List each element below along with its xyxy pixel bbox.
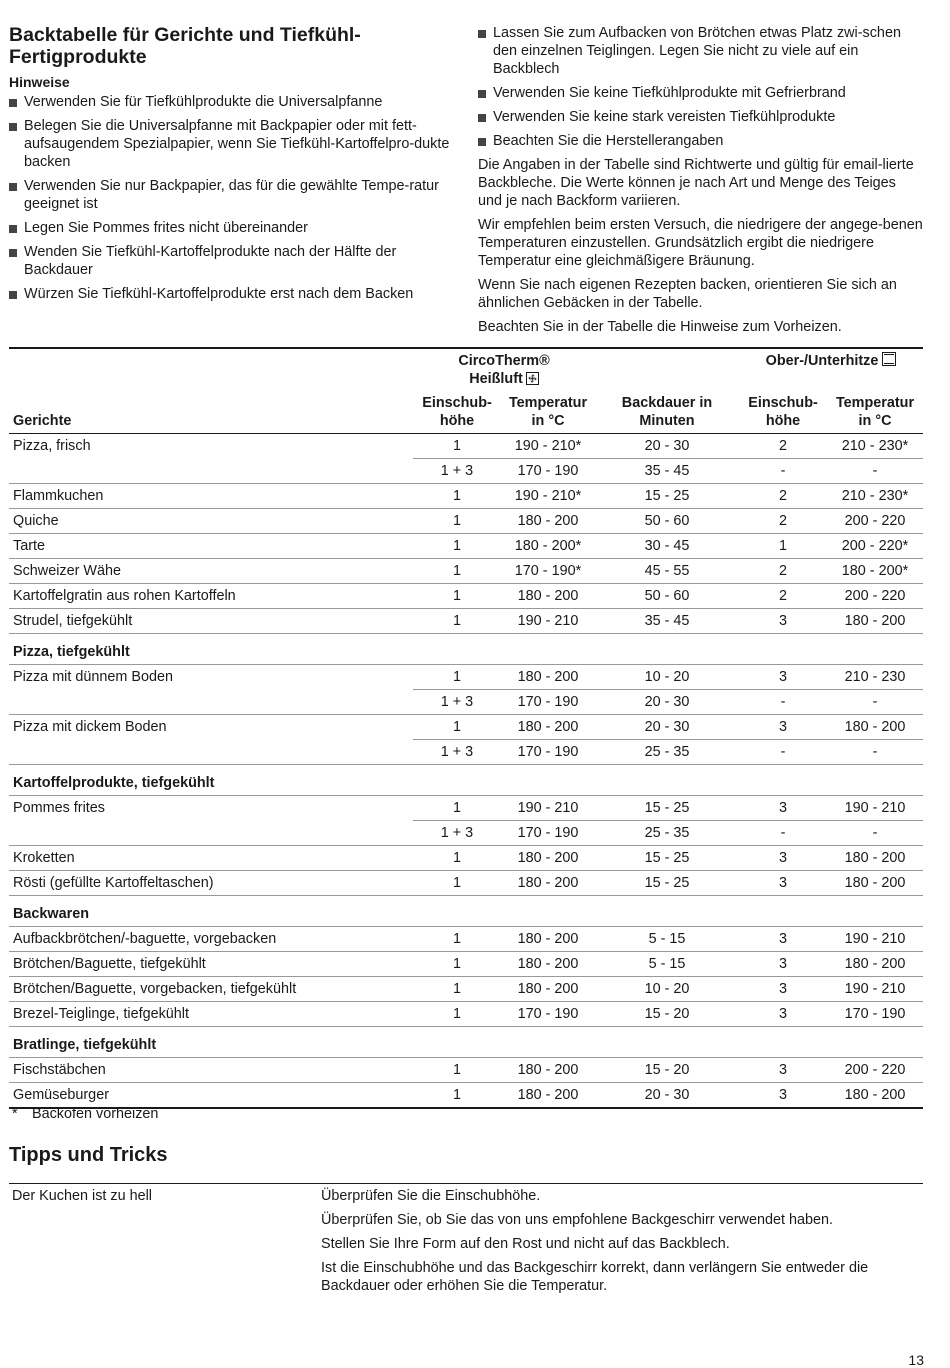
section-row xyxy=(9,634,923,665)
dish-name xyxy=(9,690,413,715)
hinweis-item: Verwenden Sie für Tiefkühlprodukte die Universalpfanne xyxy=(9,93,459,111)
temperatur-2-cell: 180 - 200* xyxy=(827,559,923,584)
backdauer-cell: 10 - 20 xyxy=(595,977,739,1002)
dish-name xyxy=(9,740,413,765)
circotherm-label: CircoTherm® xyxy=(458,353,550,369)
temperatur-cell: 180 - 200 xyxy=(501,952,595,977)
dish-name xyxy=(9,821,413,846)
temperatur-cell: 190 - 210* xyxy=(501,434,595,459)
col-einschub: Einschub-höhe xyxy=(413,391,501,434)
ober-unterhitze-label: Ober-/Unterhitze xyxy=(765,353,879,369)
dish-name: Pizza mit dickem Boden xyxy=(13,719,167,735)
temperatur-cell: 180 - 200 xyxy=(501,1058,595,1083)
page-number: 13 xyxy=(908,1352,924,1368)
temperatur-2-cell: 210 - 230 xyxy=(827,665,923,690)
hinweis-item: Verwenden Sie keine stark vereisten Tiefkühlprodukte xyxy=(478,108,923,126)
temperatur-2-cell: - xyxy=(827,821,923,846)
dish-name: Brötchen/Baguette, tiefgekühlt xyxy=(9,952,413,977)
temperatur-cell: 190 - 210* xyxy=(501,484,595,509)
einschub-cell: 1 xyxy=(413,665,501,690)
temperatur-cell: 170 - 190 xyxy=(501,459,595,484)
table-row xyxy=(9,584,923,609)
table-row xyxy=(9,821,923,846)
section-label: Pizza, tiefgekühlt xyxy=(9,634,923,665)
table-row xyxy=(9,665,923,690)
dish-name: Kroketten xyxy=(9,846,413,871)
temperatur-2-cell: 180 - 200 xyxy=(827,952,923,977)
header-spacer-2 xyxy=(595,348,739,391)
col-backdauer: Backdauer in Minuten xyxy=(595,391,739,434)
temperatur-2-cell: 180 - 200 xyxy=(827,609,923,634)
backdauer-cell: 15 - 25 xyxy=(595,871,739,896)
einschub-2-cell: 2 xyxy=(739,559,827,584)
einschub-2-cell: 3 xyxy=(739,1002,827,1027)
temperatur-cell: 180 - 200 xyxy=(501,715,595,740)
einschub-cell: 1 xyxy=(413,846,501,871)
table-row xyxy=(9,434,923,459)
tips-answers xyxy=(321,1184,923,1301)
dish-name: Pizza, frisch xyxy=(13,438,91,454)
dish-name: Strudel, tiefgekühlt xyxy=(9,609,413,634)
einschub-2-cell: 3 xyxy=(739,1083,827,1109)
table-row xyxy=(9,509,923,534)
hinweis-item: Würzen Sie Tiefkühl-Kartoffelprodukte erst nach dem Backen xyxy=(9,285,459,303)
einschub-cell: 1 + 3 xyxy=(413,740,501,765)
table-row xyxy=(9,690,923,715)
temperatur-2-cell: 190 - 210 xyxy=(827,977,923,1002)
table-row xyxy=(9,796,923,821)
temperatur-2-cell: 170 - 190 xyxy=(827,1002,923,1027)
einschub-cell: 1 xyxy=(413,1083,501,1109)
temperatur-cell: 180 - 200 xyxy=(501,927,595,952)
section-label: Bratlinge, tiefgekühlt xyxy=(9,1027,923,1058)
einschub-2-cell: - xyxy=(739,459,827,484)
table-row xyxy=(9,534,923,559)
einschub-cell: 1 xyxy=(413,927,501,952)
einschub-cell: 1 xyxy=(413,559,501,584)
einschub-cell: 1 xyxy=(413,484,501,509)
temperatur-2-cell: - xyxy=(827,740,923,765)
temperatur-cell: 180 - 200 xyxy=(501,871,595,896)
einschub-2-cell: 3 xyxy=(739,977,827,1002)
temperatur-cell: 170 - 190 xyxy=(501,690,595,715)
dish-name: Gemüseburger xyxy=(9,1083,413,1109)
backdauer-cell: 35 - 45 xyxy=(595,459,739,484)
temperatur-cell: 170 - 190 xyxy=(501,740,595,765)
dish-name: Schweizer Wähe xyxy=(9,559,413,584)
right-column xyxy=(478,24,923,342)
temperatur-2-cell: 210 - 230* xyxy=(827,434,923,459)
backdauer-cell: 50 - 60 xyxy=(595,509,739,534)
table-row xyxy=(9,715,923,740)
table-row xyxy=(9,952,923,977)
table-row xyxy=(9,1002,923,1027)
table-row xyxy=(9,977,923,1002)
footnote-text: Backofen vorheizen xyxy=(32,1106,159,1122)
table-row xyxy=(9,871,923,896)
backdauer-cell: 20 - 30 xyxy=(595,690,739,715)
temperatur-cell: 180 - 200* xyxy=(501,534,595,559)
einschub-2-cell: 2 xyxy=(739,434,827,459)
einschub-2-cell: 3 xyxy=(739,609,827,634)
temperatur-2-cell: - xyxy=(827,690,923,715)
table-row xyxy=(9,459,923,484)
einschub-cell: 1 xyxy=(413,584,501,609)
dish-name xyxy=(9,459,413,484)
hinweis-item: Legen Sie Pommes frites nicht übereinander xyxy=(9,219,459,237)
einschub-2-cell: 2 xyxy=(739,509,827,534)
backdauer-cell: 10 - 20 xyxy=(595,665,739,690)
einschub-2-cell: 3 xyxy=(739,796,827,821)
table-row xyxy=(9,740,923,765)
dish-name: Quiche xyxy=(9,509,413,534)
einschub-2-cell: 1 xyxy=(739,534,827,559)
dish-name: Kartoffelgratin aus rohen Kartoffeln xyxy=(9,584,413,609)
hinweise-heading: Hinweise xyxy=(9,74,70,90)
einschub-2-cell: - xyxy=(739,690,827,715)
tips-row xyxy=(9,1184,923,1301)
einschub-cell: 1 xyxy=(413,952,501,977)
einschub-2-cell: 2 xyxy=(739,584,827,609)
page-content xyxy=(9,24,923,342)
einschub-cell: 1 + 3 xyxy=(413,459,501,484)
temperatur-cell: 180 - 200 xyxy=(501,665,595,690)
einschub-2-cell: 3 xyxy=(739,665,827,690)
temperatur-2-cell: 180 - 200 xyxy=(827,1083,923,1109)
backdauer-cell: 35 - 45 xyxy=(595,609,739,634)
col-gerichte: Gerichte xyxy=(9,391,413,434)
backdauer-cell: 50 - 60 xyxy=(595,584,739,609)
section-label: Kartoffelprodukte, tiefgekühlt xyxy=(9,765,923,796)
backdauer-cell: 15 - 20 xyxy=(595,1002,739,1027)
backdauer-cell: 25 - 35 xyxy=(595,821,739,846)
col-temperatur: Temperatur in °C xyxy=(501,391,595,434)
backdauer-cell: 5 - 15 xyxy=(595,927,739,952)
einschub-2-cell: 3 xyxy=(739,871,827,896)
dish-name: Rösti (gefüllte Kartoffeltaschen) xyxy=(9,871,413,896)
tips-table xyxy=(9,1183,923,1301)
temperatur-2-cell: 180 - 200 xyxy=(827,871,923,896)
bake-table xyxy=(9,347,923,1109)
tips-answer: Überprüfen Sie die Einschubhöhe. xyxy=(321,1188,541,1204)
temperatur-2-cell: 180 - 200 xyxy=(827,715,923,740)
einschub-2-cell: 3 xyxy=(739,715,827,740)
dish-name: Brötchen/Baguette, vorgebacken, tiefgekühlt xyxy=(9,977,413,1002)
einschub-2-cell: 3 xyxy=(739,846,827,871)
einschub-cell: 1 xyxy=(413,609,501,634)
temperatur-cell: 170 - 190 xyxy=(501,1002,595,1027)
section-label: Backwaren xyxy=(9,896,923,927)
col-temperatur-2: Temperatur in °C xyxy=(827,391,923,434)
backdauer-cell: 20 - 30 xyxy=(595,434,739,459)
hinweis-paragraph: Die Angaben in der Tabelle sind Richtwerte und gültig für email-lierte Backbleche. Die Werte können je nach Art und Menge des Teiges und je nach Backform variieren. xyxy=(478,157,914,209)
temperatur-cell: 170 - 190 xyxy=(501,821,595,846)
table-row xyxy=(9,927,923,952)
einschub-cell: 1 xyxy=(413,871,501,896)
einschub-2-cell: - xyxy=(739,821,827,846)
dish-name: Aufbackbrötchen/-baguette, vorgebacken xyxy=(9,927,413,952)
backdauer-cell: 15 - 25 xyxy=(595,846,739,871)
header-circotherm xyxy=(413,348,595,391)
einschub-cell: 1 xyxy=(413,715,501,740)
temperatur-cell: 180 - 200 xyxy=(501,584,595,609)
backdauer-cell: 15 - 20 xyxy=(595,1058,739,1083)
section-row xyxy=(9,1027,923,1058)
einschub-cell: 1 xyxy=(413,534,501,559)
temperatur-cell: 180 - 200 xyxy=(501,846,595,871)
einschub-cell: 1 xyxy=(413,509,501,534)
dish-name: Tarte xyxy=(9,534,413,559)
temperatur-2-cell: 200 - 220 xyxy=(827,509,923,534)
dish-name: Pizza mit dünnem Boden xyxy=(13,669,173,685)
hinweise-list-right xyxy=(478,24,923,150)
temperatur-2-cell: 210 - 230* xyxy=(827,484,923,509)
temperatur-cell: 190 - 210 xyxy=(501,609,595,634)
einschub-cell: 1 xyxy=(413,796,501,821)
einschub-cell: 1 + 3 xyxy=(413,821,501,846)
temperatur-2-cell: 190 - 210 xyxy=(827,796,923,821)
einschub-2-cell: - xyxy=(739,740,827,765)
table-row xyxy=(9,559,923,584)
table-row xyxy=(9,484,923,509)
header-spacer xyxy=(9,348,413,391)
table-row xyxy=(9,609,923,634)
temperatur-cell: 190 - 210 xyxy=(501,796,595,821)
left-column xyxy=(9,24,459,342)
hinweis-paragraph: Beachten Sie in der Tabelle die Hinweise zum Vorheizen. xyxy=(478,319,842,335)
hinweis-paragraph: Wir empfehlen beim ersten Versuch, die niedrigere der angege-benen Temperaturen einzustellen. Grundsätzlich ergibt die niedrigere Temperatur eine gleichmäßigere Bräunung. xyxy=(478,217,923,269)
backdauer-cell: 20 - 30 xyxy=(595,715,739,740)
einschub-2-cell: 3 xyxy=(739,1058,827,1083)
backdauer-cell: 15 - 25 xyxy=(595,796,739,821)
footnote-mark: * xyxy=(12,1106,18,1122)
dish-name: Brezel-Teiglinge, tiefgekühlt xyxy=(9,1002,413,1027)
backdauer-cell: 5 - 15 xyxy=(595,952,739,977)
temperatur-2-cell: 200 - 220 xyxy=(827,1058,923,1083)
temperatur-2-cell: 200 - 220* xyxy=(827,534,923,559)
hinweis-paragraph: Wenn Sie nach eigenen Rezepten backen, orientieren Sie sich an ähnlichen Gebäcken in der Tabelle. xyxy=(478,277,897,311)
einschub-cell: 1 xyxy=(413,1058,501,1083)
temperatur-2-cell: 180 - 200 xyxy=(827,846,923,871)
einschub-cell: 1 xyxy=(413,977,501,1002)
backdauer-cell: 15 - 25 xyxy=(595,484,739,509)
table-row xyxy=(9,1058,923,1083)
dish-name: Flammkuchen xyxy=(9,484,413,509)
section-row xyxy=(9,765,923,796)
backdauer-cell: 30 - 45 xyxy=(595,534,739,559)
hinweis-item: Beachten Sie die Herstellerangaben xyxy=(478,132,923,150)
header-ober-unterhitze xyxy=(739,348,923,391)
section-row xyxy=(9,896,923,927)
footnote xyxy=(12,1106,158,1122)
einschub-cell: 1 xyxy=(413,434,501,459)
temperatur-cell: 180 - 200 xyxy=(501,1083,595,1109)
table-row xyxy=(9,846,923,871)
temperatur-cell: 170 - 190* xyxy=(501,559,595,584)
einschub-cell: 1 xyxy=(413,1002,501,1027)
fan-icon xyxy=(523,371,539,387)
temperatur-cell: 180 - 200 xyxy=(501,509,595,534)
tips-heading: Tipps und Tricks xyxy=(9,1144,168,1166)
einschub-cell: 1 + 3 xyxy=(413,690,501,715)
hinweis-item: Verwenden Sie nur Backpapier, das für die gewählte Tempe-ratur geeignet ist xyxy=(9,177,459,213)
dish-name: Fischstäbchen xyxy=(9,1058,413,1083)
top-bottom-heat-icon xyxy=(882,352,896,366)
hinweise-list-left xyxy=(9,93,459,303)
backdauer-cell: 45 - 55 xyxy=(595,559,739,584)
col-einschub-2: Einschub-höhe xyxy=(739,391,827,434)
hinweis-item: Wenden Sie Tiefkühl-Kartoffelprodukte nach der Hälfte der Backdauer xyxy=(9,243,459,279)
hinweis-item: Lassen Sie zum Aufbacken von Brötchen etwas Platz zwi-schen den einzelnen Teiglingen. Legen Sie nicht zu viele auf ein Backblech xyxy=(478,24,923,78)
einschub-2-cell: 3 xyxy=(739,952,827,977)
tips-problem: Der Kuchen ist zu hell xyxy=(12,1188,152,1204)
tips-answer: Überprüfen Sie, ob Sie das von uns empfohlene Backgeschirr verwendet haben. xyxy=(321,1212,833,1228)
backdauer-cell: 25 - 35 xyxy=(595,740,739,765)
heissluft-label: Heißluft xyxy=(469,371,523,387)
einschub-2-cell: 3 xyxy=(739,927,827,952)
hinweise-paragraphs xyxy=(478,156,923,336)
temperatur-2-cell: - xyxy=(827,459,923,484)
temperatur-2-cell: 190 - 210 xyxy=(827,927,923,952)
backdauer-cell: 20 - 30 xyxy=(595,1083,739,1109)
hinweis-item: Belegen Sie die Universalpfanne mit Backpapier oder mit fett-aufsaugendem Spezialpapier, wenn Sie Tiefkühl-Kartoffelpro-dukte backen xyxy=(9,117,459,171)
tips-answer: Ist die Einschubhöhe und das Backgeschirr korrekt, dann verlängern Sie entweder die Backdauer oder erhöhen Sie die Temperatur. xyxy=(321,1260,869,1294)
tips-answer: Stellen Sie Ihre Form auf den Rost und nicht auf das Backblech. xyxy=(321,1236,730,1252)
temperatur-cell: 180 - 200 xyxy=(501,977,595,1002)
table-row xyxy=(9,1083,923,1109)
page-title: Backtabelle für Gerichte und Tiefkühl-Fertigprodukte xyxy=(9,24,361,68)
einschub-2-cell: 2 xyxy=(739,484,827,509)
hinweis-item: Verwenden Sie keine Tiefkühlprodukte mit Gefrierbrand xyxy=(478,84,923,102)
temperatur-2-cell: 200 - 220 xyxy=(827,584,923,609)
dish-name: Pommes frites xyxy=(13,800,105,816)
